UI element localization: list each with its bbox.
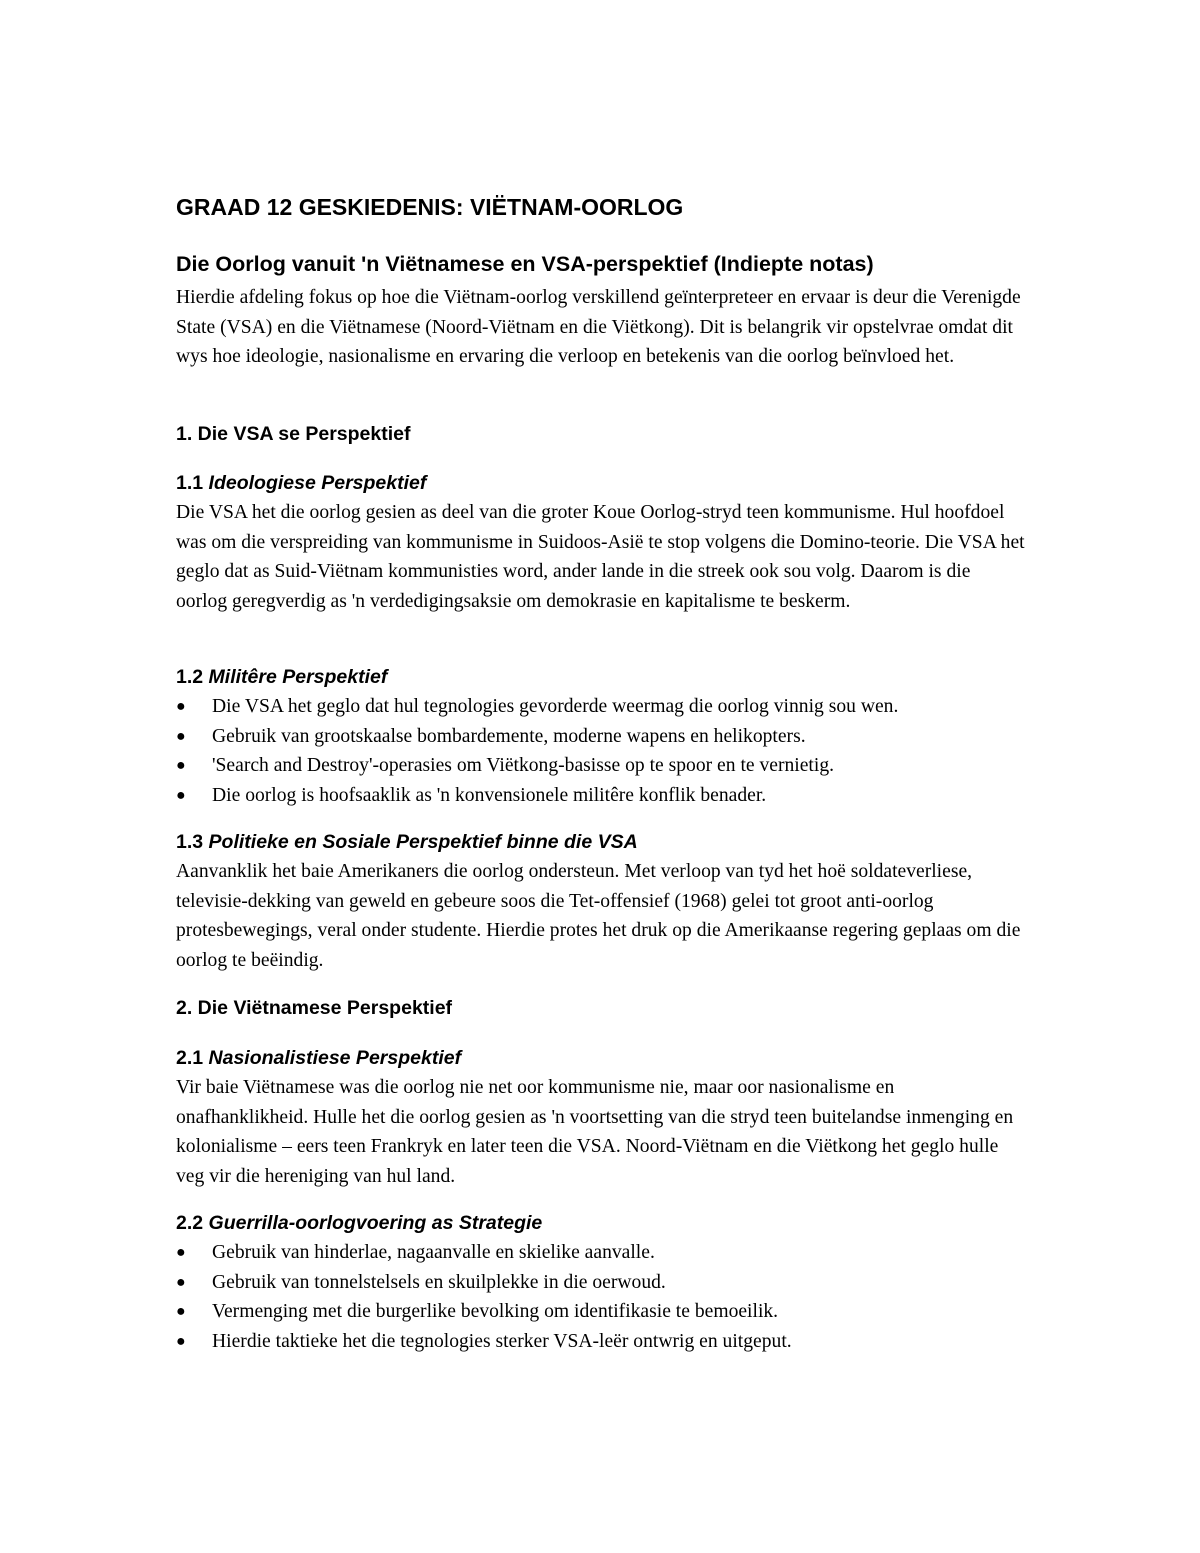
list-item-text: Gebruik van hinderlae, nagaanvalle en skielike aanvalle. — [212, 1242, 655, 1263]
list-item — [176, 692, 1036, 722]
subsection-title: Nasionalistiese Perspektief — [208, 1047, 462, 1069]
list-item — [176, 722, 1036, 752]
list-item-text: 'Search and Destroy'-operasies om Viëtkong-basisse op te spoor en te vernietig. — [212, 755, 835, 776]
subsection-title: Politieke en Sosiale Perspektief binne die VSA — [208, 831, 638, 853]
bullet-icon: ● — [176, 727, 186, 745]
subsection-title: Ideologiese Perspektief — [208, 472, 427, 494]
intro-paragraph: Hierdie afdeling fokus op hoe die Viëtnam-oorlog verskillend geïnterpreteer en ervaar is deur die Verenigde State (VSA) en die Viëtnamese (Noord-Viëtnam en die Viëtkong). Dit is belangrik vir opstelvrae omdat dit wys hoe ideologie, nasionalisme en ervaring die verloop en betekenis van die oorlog beïnvloed het. — [176, 287, 1021, 367]
bullet-icon: ● — [176, 698, 186, 715]
bullet-icon: ● — [176, 1244, 186, 1261]
list-item-text: Vermenging met die burgerlike bevolking om identifikasie te bemoeilik. — [212, 1301, 779, 1322]
list-item-text: Die oorlog is hoofsaaklik as 'n konvensionele militêre konflik benader. — [212, 784, 767, 806]
subsection-number: 1.2 — [176, 666, 209, 688]
document-subtitle: Die Oorlog vanuit 'n Viëtnamese en VSA-perspektief (Indiepte notas) — [176, 252, 874, 276]
list-item — [176, 751, 1036, 781]
subsection-number: 1.1 — [176, 472, 209, 494]
list-item-text: Gebruik van tonnelstelsels en skuilplekke in die oerwoud. — [212, 1271, 666, 1293]
document-title: GRAAD 12 GESKIEDENIS: VIËTNAM-OORLOG — [176, 194, 684, 220]
subsection-number: 2.1 — [176, 1047, 209, 1069]
subsection-heading-nationalist — [176, 1044, 461, 1072]
subsection-number: 1.3 — [176, 831, 209, 853]
bullet-icon: ● — [176, 786, 186, 804]
bullet-icon: ● — [176, 1332, 186, 1350]
list-item-text: Gebruik van grootskaalse bombardemente, moderne wapens en helikopters. — [212, 725, 806, 747]
list-item — [176, 781, 1036, 811]
subsection-heading-ideological — [176, 469, 426, 497]
guerrilla-bullet-list — [176, 1238, 1036, 1356]
list-item — [176, 1297, 1036, 1327]
subsection-heading-guerrilla — [176, 1209, 542, 1237]
bullet-icon: ● — [176, 1303, 186, 1320]
nationalist-paragraph: Vir baie Viëtnamese was die oorlog nie net oor kommunisme nie, maar oor nasionalisme en onafhanklikheid. Hulle het die oorlog gesien as 'n voortsetting van die stryd teen buitelandse inmenging en kolonialisme – eers teen Frankryk en later teen die VSA. Noord-Viëtnam en die Viëtkong het geglo hulle veg vir die hereniging van hul land. — [176, 1077, 1014, 1187]
list-item — [176, 1268, 1036, 1298]
section-heading-vsa: 1. Die VSA se Perspektief — [176, 423, 411, 445]
bullet-icon: ● — [176, 1273, 186, 1291]
military-bullet-list — [176, 692, 1036, 810]
list-item — [176, 1238, 1036, 1268]
subsection-title: Militêre Perspektief — [208, 666, 388, 688]
subsection-title: Guerrilla-oorlogvoering as Strategie — [208, 1212, 543, 1234]
ideological-paragraph: Die VSA het die oorlog gesien as deel van die groter Koue Oorlog-stryd teen kommunisme. Hul hoofdoel was om die verspreiding van kommunisme in Suidoos-Asië te stop volgens die Domino-teorie. Die VSA het geglo dat as Suid-Viëtnam kommunisties word, ander lande in die streek ook sou volg. Daarom is die oorlog geregverdig as 'n verdedigingsaksie om demokrasie en kapitalisme te beskerm. — [176, 502, 1025, 612]
bullet-icon: ● — [176, 757, 186, 774]
subsection-heading-political-social — [176, 828, 638, 856]
list-item-text: Hierdie taktieke het die tegnologies sterker VSA-leër ontwrig en uitgeput. — [212, 1330, 792, 1352]
list-item-text: Die VSA het geglo dat hul tegnologies gevorderde weermag die oorlog vinnig sou wen. — [212, 696, 899, 717]
list-item — [176, 1327, 1036, 1357]
subsection-number: 2.2 — [176, 1212, 209, 1234]
subsection-heading-military — [176, 663, 387, 691]
political-social-paragraph: Aanvanklik het baie Amerikaners die oorlog ondersteun. Met verloop van tyd het hoë soldateverliese, televisie-dekking van geweld en gebeure soos die Tet-offensief (1968) gelei tot groot anti-oorlog protesbewegings, veral onder studente. Hierdie protes het druk op die Amerikaanse regering geplaas om die oorlog te beëindig. — [176, 861, 1021, 971]
section-heading-vietnamese: 2. Die Viëtnamese Perspektief — [176, 997, 453, 1019]
